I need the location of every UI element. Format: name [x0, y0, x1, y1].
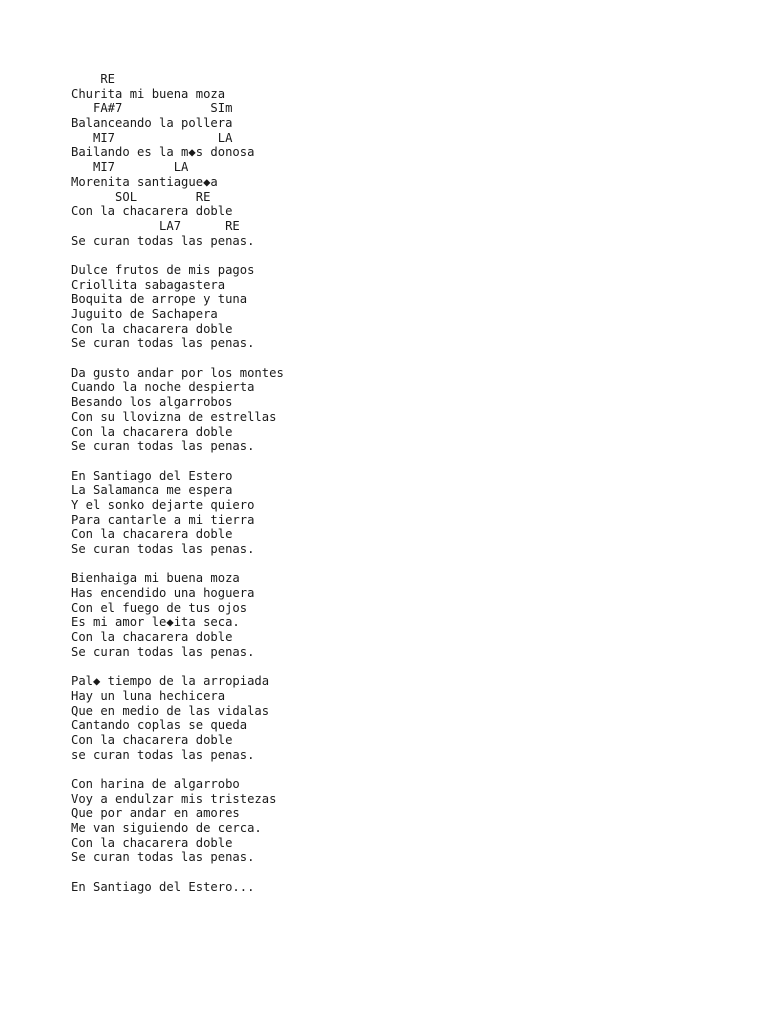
lyric-line: MI7 LA	[71, 130, 233, 145]
lyric-line: Con la chacarera doble	[71, 835, 233, 850]
lyric-line: Se curan todas las penas.	[71, 644, 255, 659]
lyric-line: Con la chacarera doble	[71, 424, 233, 439]
lyric-line: Con el fuego de tus ojos	[71, 600, 248, 615]
lyric-line: Has encendido una hoguera	[71, 586, 255, 601]
stanza	[71, 571, 284, 659]
stanza	[71, 263, 284, 351]
lyric-line: Es mi amor le◆ita seca.	[71, 615, 240, 630]
lyric-line: FA#7 SIm	[71, 101, 233, 116]
lyric-line: Se curan todas las penas.	[71, 439, 255, 454]
lyric-line: LA7 RE	[71, 218, 240, 233]
lyric-line: Voy a endulzar mis tristezas	[71, 791, 277, 806]
lyric-line: En Santiago del Estero...	[71, 879, 255, 894]
lyric-line: Se curan todas las penas.	[71, 336, 255, 351]
stanza	[71, 777, 284, 865]
lyric-line: Balanceando la pollera	[71, 116, 233, 131]
lyric-line: Se curan todas las penas.	[71, 542, 255, 556]
stanza	[71, 72, 284, 248]
lyric-line: Pal◆ tiempo de la arropiada	[71, 674, 270, 689]
lyric-line: Me van siguiendo de cerca.	[71, 821, 262, 836]
song-lyrics-with-chords	[71, 72, 284, 895]
lyric-line: Morenita santiague◆a	[71, 174, 218, 189]
lyric-line: Besando los algarrobos	[71, 395, 233, 410]
lyric-line: RE	[71, 72, 116, 86]
lyric-line: Con la chacarera doble	[71, 527, 233, 542]
stanza	[71, 880, 284, 895]
stanza	[71, 674, 284, 762]
lyric-line: Se curan todas las penas.	[71, 850, 255, 865]
lyric-line: Bienhaiga mi buena moza	[71, 571, 240, 586]
lyric-line: Con la chacarera doble	[71, 630, 233, 645]
lyric-line: Con la chacarera doble	[71, 204, 233, 219]
stanza	[71, 366, 284, 454]
lyric-line: Con la chacarera doble	[71, 321, 233, 336]
lyric-line: Churita mi buena moza	[71, 86, 226, 101]
lyric-line: Se curan todas las penas.	[71, 233, 255, 248]
lyric-line: La Salamanca me espera	[71, 483, 233, 498]
lyric-line: Da gusto andar por los montes	[71, 365, 284, 380]
stanza	[71, 469, 284, 557]
lyric-line: Bailando es la m◆s donosa	[71, 145, 255, 160]
lyric-line: Que en medio de las vidalas	[71, 703, 270, 718]
lyric-line: Y el sonko dejarte quiero	[71, 497, 255, 512]
lyric-line: Dulce frutos de mis pagos	[71, 262, 255, 277]
lyric-line: En Santiago del Estero	[71, 468, 233, 483]
lyric-line: Cantando coplas se queda	[71, 718, 248, 733]
lyric-line: Juguito de Sachapera	[71, 307, 218, 321]
lyric-line: Criollita sabagastera	[71, 277, 226, 292]
lyric-line: Que por andar en amores	[71, 806, 240, 821]
lyric-line: Para cantarle a mi tierra	[71, 512, 255, 527]
lyric-line: se curan todas las penas.	[71, 747, 255, 762]
lyric-line: Con la chacarera doble	[71, 732, 233, 747]
lyric-line: Con su llovizna de estrellas	[71, 409, 277, 424]
lyric-line: Con harina de algarrobo	[71, 777, 240, 791]
lyric-line: Hay un luna hechicera	[71, 688, 226, 703]
lyric-line: Boquita de arrope y tuna	[71, 292, 248, 307]
lyric-line: MI7 LA	[71, 160, 189, 175]
lyric-line: Cuando la noche despierta	[71, 380, 255, 395]
lyric-line: SOL RE	[71, 189, 211, 204]
